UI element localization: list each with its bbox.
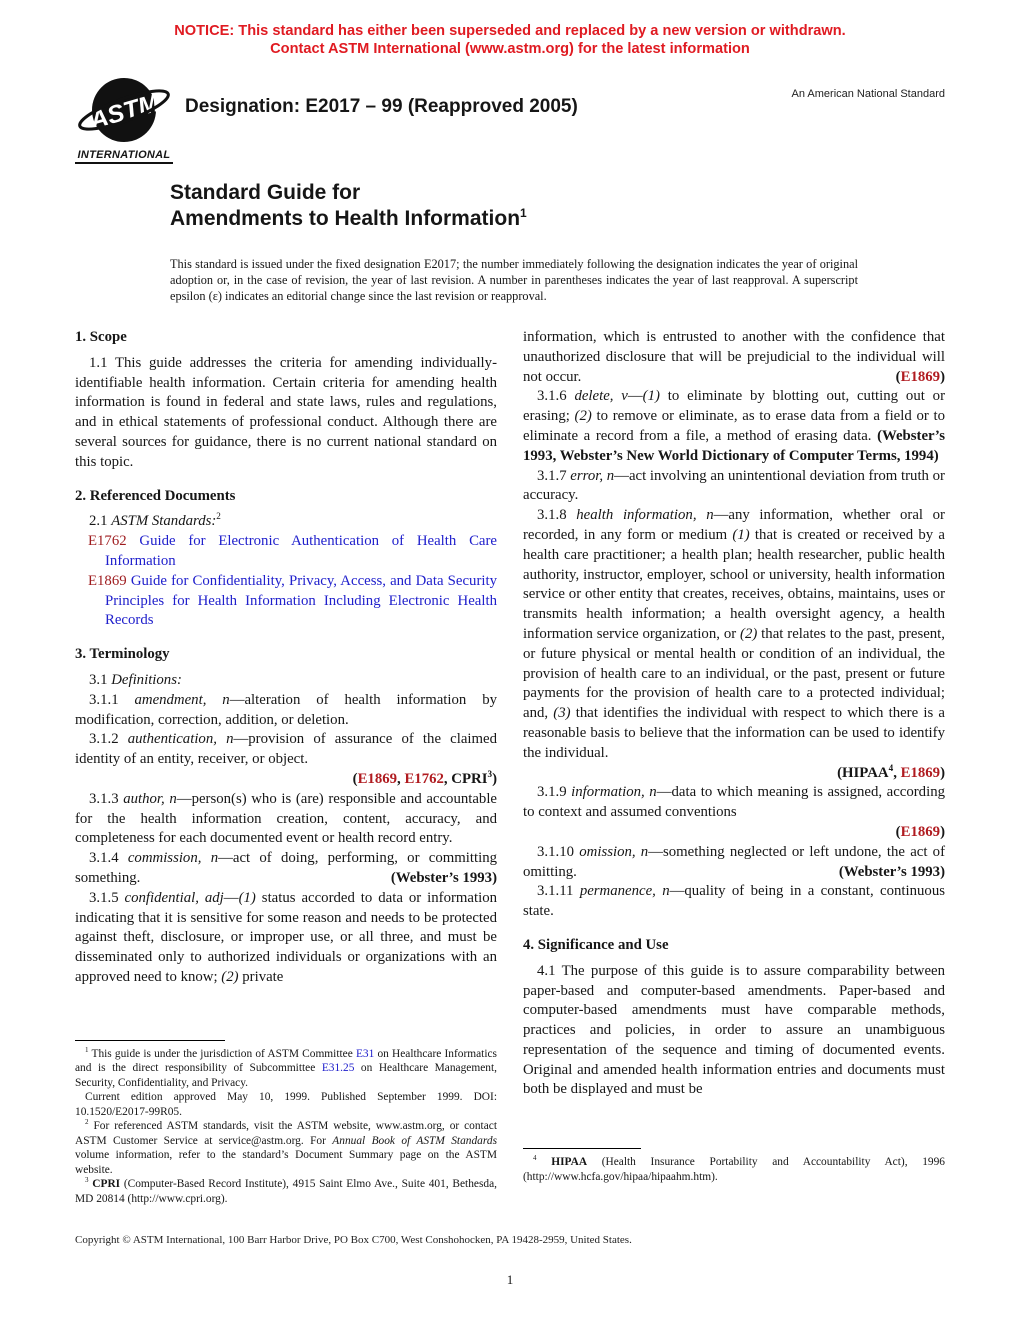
- text-segment: (: [895, 823, 901, 840]
- text-segment: on Healthcare Management, Security, Confidentiality, and Privacy.: [75, 1062, 497, 1089]
- text-segment: 3.1.10: [537, 843, 580, 860]
- text-segment: information, n: [571, 784, 657, 801]
- text-segment: 3.1.9: [537, 784, 572, 801]
- astm-logo-international: INTERNATIONAL: [75, 149, 173, 164]
- text-segment: ): [940, 368, 945, 385]
- text-segment: status accorded to data or information indicating that it is sensitive for some reason and needs to be protected against theft, disclosure, or improper use, or all three, and must be disseminated only to authorized individuals or organizations with an approved need to know;: [75, 889, 497, 985]
- right-column-body: [523, 328, 945, 1100]
- text-segment: —act of doing, performing, or committing something.: [75, 850, 497, 886]
- standard-link[interactable]: E1762: [404, 770, 444, 787]
- section-heading: [523, 936, 945, 956]
- text-segment: permanence, n: [579, 883, 670, 900]
- text-segment: to remove or eliminate, as to erase data from a field or to eliminate a record from a file, a method of erasing data.: [523, 408, 945, 444]
- paragraph: [75, 730, 497, 770]
- text-segment: health information, n: [576, 507, 714, 524]
- footnote: [75, 1047, 497, 1091]
- text-segment: 3.1.11: [537, 883, 580, 900]
- text-segment: 1: [85, 1045, 89, 1054]
- citation: [825, 863, 945, 883]
- astm-logo-text: ASTM: [86, 88, 163, 136]
- text-segment: 3.1.3: [89, 790, 124, 807]
- footnote: [523, 1155, 945, 1184]
- text-segment: Current edition approved May 10, 1999. Published September 1999. DOI: 10.1520/E2017-99R05.: [75, 1091, 497, 1118]
- footnote-list: [523, 1155, 945, 1184]
- text-segment: —person(s) who is (are) responsible and accountable for the health information creation, content, accuracy, and completeness for each documented event or health record entry.: [75, 790, 497, 847]
- text-segment: 3.1.1: [89, 691, 135, 708]
- paragraph: [523, 882, 945, 922]
- footnote-rule: [523, 1148, 641, 1149]
- text-segment: (: [352, 770, 358, 787]
- citation: [896, 368, 945, 388]
- text-segment: 3.1.7: [537, 467, 571, 484]
- text-segment: (2): [740, 625, 758, 642]
- paragraph: [75, 671, 497, 691]
- text-segment: (1): [238, 889, 256, 906]
- text-segment: (1): [642, 388, 660, 405]
- standard-link[interactable]: E1869: [88, 572, 127, 589]
- left-column: [75, 328, 497, 1206]
- text-segment: —quality of being in a constant, continuous state.: [523, 883, 945, 920]
- text-segment: ,: [893, 764, 901, 781]
- text-segment: —data to which meaning is assigned, according to context and assumed conventions: [523, 784, 945, 821]
- text-segment: ): [940, 764, 945, 781]
- text-segment: , CPRI: [443, 770, 488, 787]
- standard-link[interactable]: E1762: [88, 533, 127, 550]
- text-segment: 2. Referenced Documents: [75, 487, 236, 504]
- text-segment: that identifies the individual with respect to which there is a reasonable basis to believe that the information can be used to identify the individual.: [523, 705, 945, 761]
- paragraph: [75, 512, 497, 532]
- text-segment: —act involving an unintentional deviation from truth or accuracy.: [523, 467, 945, 504]
- text-segment: 2: [216, 511, 221, 522]
- paragraph: [75, 691, 497, 731]
- paragraph: [75, 354, 497, 473]
- right-column: [523, 328, 945, 1206]
- citation-line: [523, 823, 945, 843]
- text-segment: Definitions:: [111, 671, 182, 688]
- text-segment: 3. Terminology: [75, 646, 170, 663]
- text-segment: that relates to the past, present, or future physical or mental health or condition of an individual, the provision of health care to an individual, or the past, present or future payments for the provision of health care to a protected individual; and,: [523, 625, 945, 722]
- text-segment: (Webster’s 1993): [838, 863, 945, 880]
- notice-line-1: NOTICE: This standard has either been superseded and replaced by a new version or withdrawn.: [174, 23, 846, 39]
- standard-link[interactable]: [127, 533, 140, 549]
- text-segment: (Computer-Based Record Institute), 4915 Saint Elmo Ave., Suite 401, Bethesda, MD 20814 (http://www.cpri.org).: [75, 1178, 497, 1205]
- standard-link[interactable]: E1869: [900, 823, 941, 840]
- footnote: [75, 1119, 497, 1177]
- text-segment: 3.1.6: [537, 388, 575, 405]
- text-segment: 3.1.8: [537, 507, 577, 524]
- text-segment: HIPAA: [551, 1156, 588, 1168]
- standard-link[interactable]: E31.25: [321, 1062, 355, 1074]
- text-segment: —: [223, 889, 239, 906]
- standard-link[interactable]: E31: [355, 1047, 375, 1060]
- text-segment: 4: [888, 762, 894, 773]
- citation-line: [75, 770, 497, 790]
- text-segment: that is created or received by a health care practitioner; a health plan; health researcher, public health authority, instructor, employer, school or university, health information service or other entity that creates, receives, obtains, maintains, uses or transmits health information; a health oversight agency, a health information service organization, or: [523, 526, 945, 642]
- right-footnotes: [523, 1148, 945, 1184]
- text-segment: 3: [487, 769, 493, 780]
- text-segment: (HIPAA: [837, 764, 889, 781]
- text-segment: ,: [397, 770, 405, 787]
- text-segment: For referenced ASTM standards, visit the ASTM website, www.astm.org, or contact ASTM Customer Service at service@astm.org. For: [75, 1120, 497, 1147]
- left-footnotes: [75, 1040, 497, 1207]
- left-column-body: [75, 328, 497, 988]
- paragraph: [523, 783, 945, 823]
- astm-logo: [75, 74, 173, 164]
- text-segment: (Webster’s 1993): [390, 869, 497, 886]
- standard-link[interactable]: Guide for Confidentiality, Privacy, Access, and Data Security Principles for Health Information Including Electronic Health Records: [105, 572, 497, 629]
- referenced-standard: [75, 532, 497, 572]
- issued-statement: This standard is issued under the fixed designation E2017; the number immediately following the designation indicates the year of original adoption or, in the case of revision, the year of last revision. A number in parentheses indicates the year of last reapproval. A superscript epsilon (ε) indicates an editorial change since the last revision or reapproval.: [170, 257, 858, 303]
- text-segment: —provision of assurance of the claimed identity of an entity, receiver, or object.: [75, 731, 497, 768]
- text-segment: This guide is under the jurisdiction of ASTM Committee: [88, 1047, 356, 1060]
- text-segment: omission, n: [579, 843, 649, 860]
- paragraph: [523, 387, 945, 466]
- text-segment: 4. Significance and Use: [523, 936, 669, 953]
- paragraph: [523, 467, 945, 507]
- paragraph: [75, 790, 497, 849]
- text-segment: error, n: [570, 467, 615, 484]
- text-segment: ): [940, 823, 945, 840]
- text-segment: 3: [85, 1176, 89, 1185]
- text-segment: delete, v: [574, 388, 628, 405]
- text-segment: 4: [533, 1154, 537, 1163]
- text-segment: (: [895, 368, 901, 385]
- paragraph: [75, 849, 497, 889]
- citation: [377, 869, 497, 889]
- national-standard-label: An American National Standard: [791, 88, 945, 100]
- footnote-rule: [75, 1040, 225, 1041]
- text-segment: 1. Scope: [75, 329, 127, 345]
- notice-line-2: Contact ASTM International (www.astm.org) for the latest information: [270, 41, 750, 57]
- text-segment: 2.1: [89, 513, 112, 530]
- paragraph: [523, 506, 945, 763]
- text-segment: author, n: [123, 790, 177, 807]
- standard-header: [75, 74, 945, 164]
- text-segment: 3.1.4: [89, 850, 128, 867]
- title-line-1: Standard Guide for: [170, 181, 361, 204]
- text-segment: [537, 1156, 552, 1168]
- text-segment: (1): [732, 526, 750, 543]
- text-segment: Annual Book of ASTM Standards: [332, 1134, 497, 1147]
- text-segment: volume information, refer to the standard’s Document Summary page on the ASTM website.: [75, 1149, 497, 1176]
- text-segment: private: [238, 968, 284, 985]
- text-segment: amendment, n: [134, 691, 230, 708]
- section-heading: [75, 328, 497, 348]
- text-segment: information, which is entrusted to another with the confidence that unauthorized disclosure that will be prejudicial to the individual will not occur.: [523, 329, 945, 385]
- standard-link[interactable]: E1869: [900, 764, 941, 781]
- page-number: 1: [506, 1272, 514, 1287]
- two-column-body: [75, 328, 945, 1206]
- text-segment: ): [492, 770, 497, 787]
- footnote: [75, 1177, 497, 1206]
- text-segment: —any information, whether oral or recorded, in any form or medium: [523, 507, 945, 543]
- footnote-list: [75, 1047, 497, 1207]
- paragraph: [523, 843, 945, 883]
- text-segment: on Healthcare Informatics and is the direct responsibility of Subcommittee: [75, 1047, 497, 1074]
- text-segment: commission, n: [127, 850, 219, 867]
- standard-link[interactable]: E1869: [900, 368, 941, 385]
- text-segment: 2: [85, 1118, 89, 1127]
- paragraph: [75, 889, 497, 988]
- section-heading: [75, 487, 497, 507]
- text-segment: 3.1.5: [89, 889, 125, 906]
- paragraph: [523, 328, 945, 387]
- text-segment: —something neglected or left undone, the act of omitting.: [523, 843, 946, 880]
- citation-line: [523, 764, 945, 784]
- text-segment: (3): [553, 705, 571, 722]
- text-segment: —: [627, 388, 643, 405]
- text-segment: 3.1: [89, 671, 112, 688]
- designation-label: Designation: E2017 – 99 (Reapproved 2005): [185, 96, 578, 117]
- text-segment: (2): [221, 968, 239, 985]
- standard-link[interactable]: Guide for Electronic Authentication of Health Care Information: [105, 533, 497, 569]
- text-segment: authentication, n: [127, 731, 234, 748]
- text-segment: 1.1 This guide addresses the criteria for amending individually-identifiable health information. Certain criteria for amending health information is found in federal and state laws, rules and regulations, and in ethical statements of professional conduct. Although there are several sources for guidance, there is no current national standard on this topic.: [75, 354, 497, 470]
- text-segment: —alteration of health information by modification, correction, addition, or deletion.: [75, 691, 498, 728]
- text-segment: (2): [574, 408, 592, 425]
- text-segment: 4.1 The purpose of this guide is to assure comparability between paper-based and computer-based amendments. Paper-based and computer-based amendments must have comparable methods, practices and policies, in order to assure an unambiguous representation of the sequence and timing of documented events. Original and amended health information entries and documents must both be displayed and must be: [523, 962, 945, 1098]
- text-segment: (Webster’s 1993, Webster’s New World Dictionary of Computer Terms, 1994): [523, 427, 945, 464]
- text-segment: (Health Insurance Portability and Accountability Act), 1996 (http://www.hcfa.gov/hipaa/hipaahm.htm).: [523, 1156, 945, 1183]
- document-title: [170, 180, 945, 232]
- copyright-line: Copyright © ASTM International, 100 Barr Harbor Drive, PO Box C700, West Conshohocken, PA 19428-2959, United States.: [75, 1234, 632, 1246]
- title-line-2: Amendments to Health Information$^1$: [170, 206, 527, 230]
- text-segment: confidential, adj: [124, 889, 224, 906]
- text-segment: ASTM Standards:: [111, 513, 217, 530]
- astm-logo-mark: [76, 74, 172, 148]
- footnote: [75, 1090, 497, 1119]
- text-segment: CPRI: [92, 1178, 121, 1190]
- standard-link[interactable]: E1869: [357, 770, 398, 787]
- text-segment: 3.1.2: [89, 731, 128, 748]
- section-heading: [75, 645, 497, 665]
- superseded-notice: [75, 0, 945, 58]
- paragraph: [523, 962, 945, 1101]
- text-segment: to eliminate by blotting out, cutting out or erasing;: [523, 388, 945, 425]
- referenced-standard: [75, 572, 497, 631]
- title-footnote-marker: 1: [520, 206, 527, 220]
